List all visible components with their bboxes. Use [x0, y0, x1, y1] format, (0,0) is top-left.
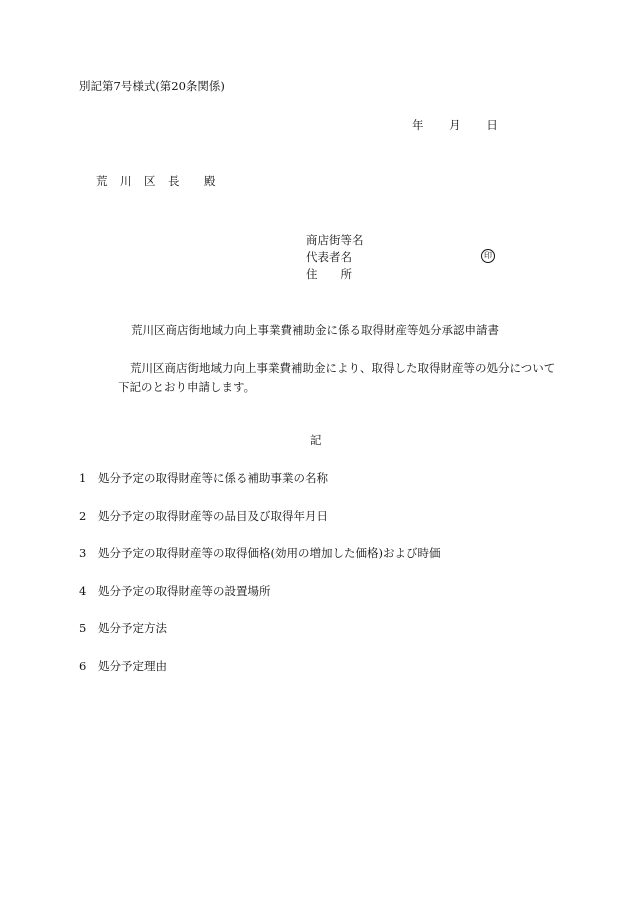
item-text: 処分予定理由 [98, 658, 167, 673]
list-item [79, 660, 440, 698]
date-month: 月 [449, 118, 461, 132]
applicant-block [306, 232, 364, 283]
item-number: 6 [79, 658, 87, 673]
date-year: 年 [412, 118, 424, 132]
item-text: 処分予定方法 [98, 621, 167, 635]
address-label: 住 所 [306, 267, 352, 281]
item-list [79, 472, 440, 697]
item-text: 処分予定の取得財産等に係る補助事業の名称 [98, 471, 328, 485]
item-text: 処分予定の取得財産等の設置場所 [98, 583, 271, 598]
body-text: 荒川区商店街地域力向上事業費補助金により、取得した取得財産等の処分について下記のとおり申請します。 [118, 361, 556, 394]
form-reference: 別記第7号様式(第20条関係) [79, 79, 225, 93]
item-text: 処分予定の取得財産等の取得価格(効用の増加した価格)および時価 [98, 546, 441, 560]
item-text: 処分予定の取得財産等の品目及び取得年月日 [98, 508, 328, 523]
list-item [79, 622, 440, 660]
ki-heading: 記 [310, 433, 322, 447]
item-number: 1 [79, 471, 87, 485]
item-number: 3 [79, 546, 87, 560]
addressee: 荒 川 区 長 殿 [96, 174, 216, 188]
list-item [79, 585, 440, 623]
date-line [412, 119, 498, 133]
list-item [79, 472, 440, 510]
item-number: 5 [79, 621, 87, 635]
item-number: 2 [79, 508, 87, 523]
date-day: 日 [486, 118, 498, 132]
list-item [79, 510, 440, 548]
representative-label: 代表者名 [306, 250, 352, 264]
list-item [79, 547, 440, 585]
document-title: 荒川区商店街地域力向上事業費補助金に係る取得財産等処分承認申請書 [131, 323, 499, 337]
shop-name-label: 商店街等名 [306, 233, 364, 247]
seal-mark-icon: 印 [481, 249, 495, 263]
item-number: 4 [79, 583, 87, 598]
